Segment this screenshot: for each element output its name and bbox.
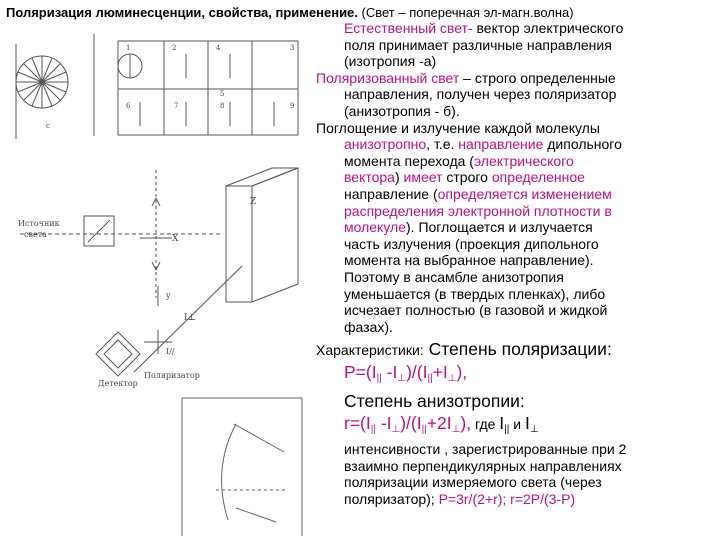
box-num-3: 3 xyxy=(290,44,295,52)
title-rest: (Свет – поперечная эл-магн.волна) xyxy=(357,5,574,20)
box-num-8: 8 xyxy=(220,102,225,110)
polarizer-label: Поляризатор xyxy=(144,371,200,380)
p-formula: $Р=(I_{||}$ $-I_\perp)/(I_{||}+I_\perp)$, xyxy=(344,362,468,385)
absorption-text-12: исчезает полностью (в газовой и жидкой xyxy=(344,302,608,319)
absorption-text-4b: строго xyxy=(442,169,492,186)
absorption-text-5: направление ( xyxy=(344,185,438,202)
absorption-text-3: момента перехода ( xyxy=(344,152,474,169)
distribution-term: распределения электронной плотности в xyxy=(344,202,612,219)
intensity-text-2: взаимно перпендикулярных направлениях xyxy=(344,457,622,474)
box-1 xyxy=(118,41,164,89)
source-label-2: света xyxy=(24,230,47,239)
curve-1 xyxy=(222,424,236,520)
box-num-2: 2 xyxy=(172,44,177,52)
direction-term: направление xyxy=(458,136,544,153)
polarized-light-line2: направления, получен через поляризатор xyxy=(344,86,617,103)
intensity-text-4: поляризатор); Р=3r/(2+r); r=2P/(3-P) xyxy=(344,491,576,508)
box-6 xyxy=(118,89,164,135)
intensity-text-1: интенсивности , зарегистрированные при 2 xyxy=(344,441,627,458)
polarization-degree-label: Степень поляризации: xyxy=(423,339,612,360)
polarized-light-line2-p xyxy=(316,86,718,103)
box-num-9: 9 xyxy=(290,102,295,110)
box-num-6: 6 xyxy=(126,102,131,110)
absorption-text-2b: дипольного xyxy=(543,136,622,153)
natural-light-line2-p xyxy=(316,37,718,54)
determined-term: определяется изменением xyxy=(437,185,612,202)
detector-diamond xyxy=(96,332,140,376)
natural-light-line1: вектор электрического xyxy=(472,20,624,36)
intensity-explanation xyxy=(316,441,718,507)
i-par-label: I// xyxy=(166,347,175,356)
polarized-light-para xyxy=(316,70,718,87)
axis-z-label: Z xyxy=(250,197,257,207)
figure-setup xyxy=(6,158,308,390)
molecule-term: молекуле xyxy=(344,219,406,236)
figure-curves xyxy=(176,390,314,538)
anisotropic-term: анизотропно xyxy=(344,136,427,153)
cuvette-top xyxy=(226,168,298,186)
characteristics-line xyxy=(316,338,718,361)
absorption-text-1: Поглощение и излучение каждой молекулы xyxy=(316,119,600,136)
letter-c: c xyxy=(46,122,50,130)
source-label-1: Источник xyxy=(18,219,60,228)
cuvette-front xyxy=(226,186,252,302)
absorption-text-4a: ) xyxy=(394,169,404,186)
title-bold: Поляризация люминесценции, свойства, применение. xyxy=(6,5,358,20)
electric-term: электрического xyxy=(473,152,574,169)
characteristics-label: Характеристики: xyxy=(316,342,424,359)
box-9 xyxy=(252,89,298,135)
natural-light-line3-p xyxy=(316,53,718,70)
absorption-text-11: уменьшается (в твердых пленках), либо xyxy=(344,285,606,302)
text-column xyxy=(316,20,718,508)
polarized-light-line3: (анизотропия - б). xyxy=(344,102,460,119)
absorption-line1 xyxy=(316,120,718,137)
absorption-body xyxy=(316,136,718,335)
polarized-light-line1: – строго определенные xyxy=(459,69,616,86)
defined-term: определенное xyxy=(491,169,585,186)
detector-label: Детектор xyxy=(98,379,138,388)
absorption-text-8: часть излучения (проекция дипольного xyxy=(344,235,599,252)
intensity-text-3: поляризации измеряемого света (через xyxy=(344,474,602,491)
absorption-text-9: момента на выбранное направление). xyxy=(344,252,594,269)
box-num-7: 7 xyxy=(174,102,179,110)
absorption-text-10: Поэтому в ансамбле анизотропия xyxy=(344,268,564,285)
axis-x-label: X xyxy=(172,234,179,244)
curve-line xyxy=(234,424,284,452)
absorption-text-7: ). Поглощается и излучается xyxy=(406,219,593,236)
absorption-text-2a: , т.е. xyxy=(426,136,459,153)
natural-light-line2: поля принимает различные направления xyxy=(344,36,612,53)
has-term: имеет xyxy=(403,169,443,186)
axis-y-label: y xyxy=(166,291,171,300)
polarized-light-term: Поляризованный свет xyxy=(316,69,460,86)
absorption-text-13: фазах). xyxy=(344,318,393,335)
natural-light-para xyxy=(316,20,718,37)
polarized-light-line3-p xyxy=(316,103,718,120)
i-perp-label: I⊥ xyxy=(184,313,197,323)
r-formula-line: $r=(I_{||}$ $-I_\perp)/(I_{||}+2I_\perp)$, где $I_{||}$ и $I_\perp$ xyxy=(344,413,539,436)
slide-title xyxy=(6,5,718,21)
box-num-4: 4 xyxy=(216,44,221,52)
box-num-1: 1 xyxy=(126,44,131,52)
conversion-formula: Р=3r/(2+r); r=2P/(3-P) xyxy=(438,491,576,508)
natural-light-term: Естественный свет- xyxy=(344,20,473,36)
natural-light-line3: (изотропия -а) xyxy=(344,53,437,70)
box-num-5: 5 xyxy=(220,90,225,98)
figure-top xyxy=(6,24,308,152)
vector-term: вектора xyxy=(344,169,395,186)
cuvette-side xyxy=(252,168,298,302)
anisotropy-degree-label: Степень анизотропии: xyxy=(344,391,525,412)
